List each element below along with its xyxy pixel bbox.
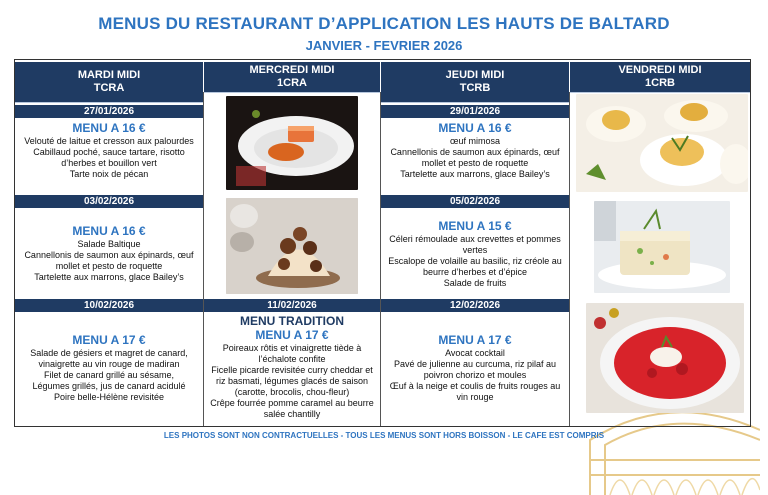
column-header-jeudi: [381, 62, 569, 103]
menu-cell-jeudi-1: [384, 121, 566, 180]
column-header-mercredi: [204, 62, 380, 93]
date-bar-mardi-1: 27/01/2026: [15, 105, 203, 118]
dish-line: Crêpe fourrée pomme caramel au beurre salée chantilly: [210, 398, 374, 419]
menu-cell-mardi-3: [18, 333, 200, 403]
menu-cell-mercredi: [207, 315, 377, 420]
dish-line: Filet de canard grillé au sésame,: [43, 370, 175, 380]
date-bar-mardi-3: 10/02/2026: [15, 299, 203, 312]
menu-price: MENU A 15 €: [438, 219, 512, 233]
dish-line: Salade Baltique: [77, 239, 141, 249]
photo-deviled-eggs: [576, 94, 748, 192]
column-code: 1CRB: [645, 77, 675, 89]
column-day: MARDI MIDI: [77, 69, 141, 81]
dish-line: Céleri rémoulade aux crevettes et pommes vertes: [389, 234, 561, 255]
dish-line: Tartelette aux marrons, glace Bailey’s: [34, 272, 184, 282]
footer-note: LES PHOTOS SONT NON CONTRACTUELLES - TOUS LES MENUS SONT HORS BOISSON - LE CAFE EST COMPRIS: [163, 431, 605, 440]
dish-line: Tartelette aux marrons, glace Bailey’s: [400, 169, 550, 179]
menu-price: MENU A 16 €: [438, 121, 512, 135]
menu-price: MENU A 17 €: [255, 328, 329, 342]
dish-line: Pavé de julienne au curcuma, riz pilaf au poivron chorizo et moules: [393, 359, 557, 380]
dish-line: Légumes grillés, jus de canard acidulé: [32, 381, 186, 391]
dish-line: Tarte noix de pécan: [69, 169, 149, 179]
menu-price: MENU A 17 €: [438, 333, 512, 347]
menu-price: MENU A 16 €: [72, 121, 146, 135]
column-code: TCRB: [459, 82, 491, 94]
dish-line: Cannellonis de saumon aux épinards, œuf mollet et pesto de roquette: [390, 147, 560, 168]
column-code: 1CRA: [277, 77, 307, 89]
dish-line: Œuf à la neige et coulis de fruits rouges au vin rouge: [389, 381, 561, 402]
photo-salmon-dish: [226, 96, 358, 190]
dish-line: Avocat cocktail: [445, 348, 505, 358]
column-header-vendredi: [570, 62, 750, 93]
dish-line: Salade de fruits: [443, 278, 507, 288]
menu-cell-jeudi-3: [384, 333, 566, 403]
dish-line: Ficelle picarde revisitée curry cheddar et riz basmati, légumes glacés de saison (carotte, brocolis, chou-fleur): [211, 365, 373, 397]
date-bar-jeudi-2: 05/02/2026: [381, 195, 569, 208]
date-bar-mercredi: 11/02/2026: [204, 299, 380, 312]
date-bar-jeudi-1: 29/01/2026: [381, 105, 569, 118]
menu-price: MENU A 17 €: [72, 333, 146, 347]
photo-red-soup: [586, 303, 744, 413]
dish-line: Cabillaud poché, sauce tartare, risotto d’herbes et bouillon vert: [33, 147, 185, 168]
dish-line: œuf mimosa: [449, 136, 500, 146]
page-subtitle: JANVIER - FEVRIER 2026: [305, 38, 463, 53]
dish-line: Cannellonis de saumon aux épinards, œuf mollet et pesto de roquette: [24, 250, 194, 271]
page-title: MENUS DU RESTAURANT D’APPLICATION LES HAUTS DE BALTARD: [98, 14, 670, 33]
column-day: MERCREDI MIDI: [249, 64, 335, 76]
column-day: JEUDI MIDI: [445, 69, 505, 81]
column-header-mardi: [15, 62, 203, 103]
menu-price: MENU A 16 €: [72, 224, 146, 238]
dish-line: Escalope de volaille au basilic, riz créole au beurre d’herbes et d’épice: [388, 256, 562, 277]
dish-line: Poire belle-Hélène revisitée: [53, 392, 165, 402]
menu-cell-mardi-2: [18, 224, 200, 283]
date-bar-mardi-2: 03/02/2026: [15, 195, 203, 208]
dish-line: Poireaux rôtis et vinaigrette tiède à l’échalote confite: [222, 343, 362, 364]
column-day: VENDREDI MIDI: [618, 64, 702, 76]
dish-line: Velouté de laitue et cresson aux palourdes: [24, 136, 194, 146]
menu-tradition-label: MENU TRADITION: [240, 314, 344, 328]
photo-celeriac-terrine: [594, 201, 730, 293]
menu-cell-mardi-1: [18, 121, 200, 180]
date-bar-jeudi-3: 12/02/2026: [381, 299, 569, 312]
dish-line: Salade de gésiers et magret de canard, vinaigrette au vin rouge de madiran: [30, 348, 188, 369]
photo-chestnut-tart: [226, 198, 358, 294]
menu-cell-jeudi-2: [384, 219, 566, 289]
column-code: TCRA: [93, 82, 125, 94]
